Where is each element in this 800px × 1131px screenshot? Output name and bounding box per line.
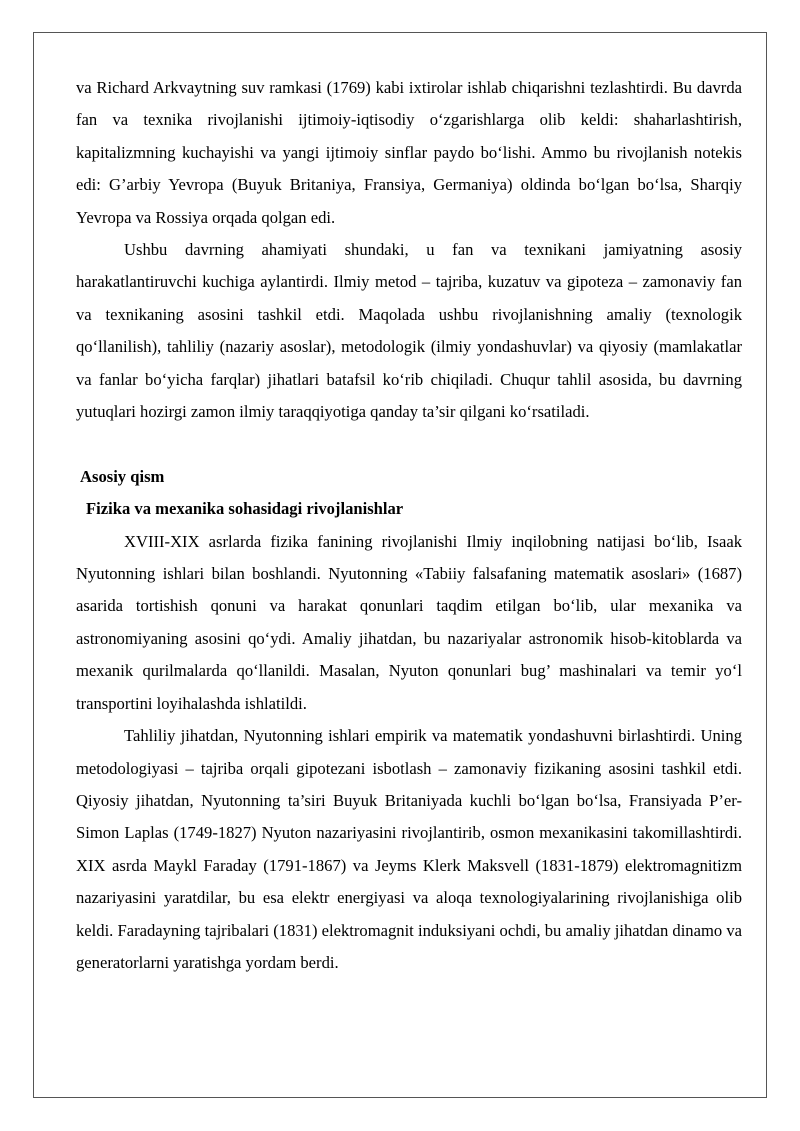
paragraph-significance: Ushbu davrning ahamiyati shundaki, u fan va texnikani jamiyatning asosiy harakatlantiruvchi kuchiga aylantirdi. Ilmiy metod – tajriba, kuzatuv va gipoteza – zamonaviy fan va texnikaning asosini tashkil etdi. Maqolada ushbu rivojlanishning amaliy (texnologik qo‘llanilish), tahliliy (nazariy asoslar), metodologik (ilmiy yondashuvlar) va qiyosiy (mamlakatlar va fanlar bo‘yicha farqlar) jihatlari batafsil ko‘rib chiqiladi. Chuqur tahlil asosida, bu davrning yutuqlari hozirgi zamon ilmiy taraqqiyotiga qanday ta’sir qilgani ko‘rsatiladi. (76, 240, 742, 422)
paragraph-intro-continuation: va Richard Arkvaytning suv ramkasi (1769) kabi ixtirolar ishlab chiqarishni tezlashtirdi. Bu davrda fan va texnika rivojlanishi ijtimoiy-iqtisodiy o‘zgarishlarga olib keldi: shaharlashtirish, kapitalizmning kuchayishi va yangi ijtimoiy sinflar paydo bo‘lishi. Ammo bu rivojlanish notekis edi: G’arbiy Yevropa (Buyuk Britaniya, Fransiya, Germaniya) oldinda bo‘lgan bo‘lsa, Sharqiy Yevropa va Rossiya orqada qolgan edi. (76, 78, 742, 227)
paragraph-newton: XVIII-XIX asrlarda fizika fanining rivojlanishi Ilmiy inqilobning natijasi bo‘lib, Isaak Nyutonning ishlari bilan boshlandi. Nyutonning «Tabiiy falsafaning matematik asoslari» (1687) asarida tortishish qonuni va harakat qonunlari taqdim etilgan bo‘lib, ular mexanika va astronomiyaning asosini qo‘ydi. Amaliy jihatdan, bu nazariyalar astronomik hisob-kitoblarda va mexanik qurilmalarda qo‘llanildi. Masalan, Nyuton qonunlari bug’ mashinalari va temir yo‘l transportini loyihalashda ishlatildi. (76, 531, 742, 713)
blank-line (76, 428, 742, 460)
sub-heading: Fizika va mexanika sohasidagi rivojlanishlar (86, 499, 404, 519)
document-body (76, 72, 742, 979)
section-heading: Asosiy qism (80, 466, 165, 486)
paragraph-analysis: Tahliliy jihatdan, Nyutonning ishlari empirik va matematik yondashuvni birlashtirdi. Uning metodologiyasi – tajriba orqali gipotezani isbotlash – zamonaviy fizikaning asosini tashkil etdi. Qiyosiy jihatdan, Nyutonning ta’siri Buyuk Britaniyada kuchli bo‘lgan bo‘lsa, Fransiyada P’er-Simon Laplas (1749-1827) Nyuton nazariyasini rivojlantirib, osmon mexanikasini takomillashtirdi. XIX asrda Maykl Faraday (1791-1867) va Jeyms Klerk Maksvell (1831-1879) elektromagnitizm nazariyasini yaratdilar, bu esa elektr energiyasi va aloqa texnologiyalarining rivojlanishiga olib keldi. Faradayning tajribalari (1831) elektromagnit induksiyani ochdi, bu amaliy jihatdan dinamo va generatorlarni yaratishga yordam berdi. (76, 726, 742, 972)
